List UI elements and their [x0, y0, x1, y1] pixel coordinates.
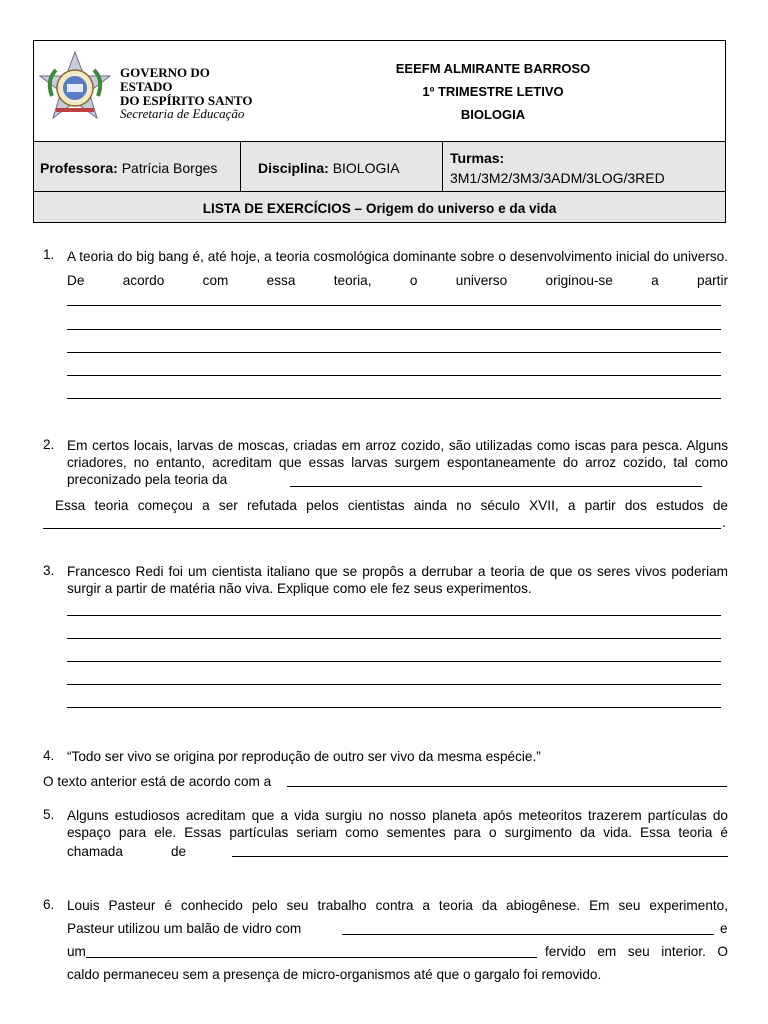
- q6-answer-blank-1[interactable]: [342, 934, 714, 935]
- q1-answer-line[interactable]: [67, 375, 721, 376]
- q4-answer-blank[interactable]: [287, 786, 727, 787]
- q2-text: Em certos locais, larvas de moscas, criadas em arroz cozido, são utilizadas como iscas para pesca. Alguns criadores, no entanto, acreditam que essas larvas surgem espontaneamente do arroz cozido, tal como preconizado pela teoria da: [67, 438, 728, 487]
- q6-line-2b: e: [720, 921, 728, 936]
- q1-answer-line[interactable]: [67, 352, 721, 353]
- term-label: 1º TRIMESTRE LETIVO: [422, 84, 564, 99]
- q3-answer-line[interactable]: [67, 615, 721, 616]
- q1-number: 1.: [43, 247, 55, 262]
- list-title: [33, 201, 726, 216]
- discipline-label: Disciplina:: [258, 160, 329, 176]
- q2-text-2: Essa teoria começou a ser refutada pelos cientistas ainda no século XVII, a partir dos estudos de: [55, 498, 728, 513]
- discipline-name: BIOLOGIA: [332, 160, 400, 176]
- q3-answer-line[interactable]: [67, 661, 721, 662]
- classes-label: Turmas:: [450, 150, 505, 166]
- q4-number: 4.: [43, 748, 55, 763]
- q6-line-3a: um: [67, 944, 86, 959]
- q6-number: 6.: [43, 897, 55, 912]
- classes-value: 3M1/3M2/3M3/3ADM/3LOG/3RED: [450, 170, 665, 186]
- school-name: EEEFM ALMIRANTE BARROSO: [395, 61, 591, 76]
- q4-text: “Todo ser vivo se origina por reprodução de outro ser vivo da mesma espécie.”: [67, 749, 541, 764]
- q3-answer-line[interactable]: [67, 638, 721, 639]
- q5-text: Alguns estudiosos acreditam que a vida surgiu no nosso planeta após meteoritos trazerem partículas do espaço para ele. Essas partículas seriam como sementes para o surgimento da vida. Essa teoria é: [67, 808, 728, 840]
- q3-answer-line[interactable]: [67, 684, 721, 685]
- q5-answer-blank[interactable]: [232, 856, 728, 857]
- q5-word-de: de: [171, 844, 187, 859]
- q5-number: 5.: [43, 807, 55, 822]
- q6-line-4: caldo permaneceu sem a presença de micro-organismos até que o gargalo foi removido.: [67, 967, 602, 982]
- q6-answer-blank-2[interactable]: [86, 957, 537, 958]
- q6-line-3b: fervido em seu interior. O: [545, 944, 728, 959]
- gov-line-2: ESTADO: [120, 79, 173, 94]
- q5-word-chamada: chamada: [67, 844, 123, 859]
- state-coat-of-arms-icon: [38, 50, 112, 122]
- q6-line-2a: Pasteur utilizou um balão de vidro com: [67, 921, 302, 936]
- list-title-b: – Origem do universo e da vida: [350, 201, 557, 216]
- list-title-a: LISTA DE EXERCÍCIOS: [202, 201, 351, 216]
- q4-text-2: O texto anterior está de acordo com a: [43, 774, 272, 789]
- q2-number: 2.: [43, 437, 55, 452]
- gov-line-1: GOVERNO DO: [120, 65, 210, 80]
- subject-label: BIOLOGIA: [460, 107, 526, 122]
- q3-text: Francesco Redi foi um cientista italiano que se propôs a derrubar a teoria de que os seres vivos poderiam surgir a partir de matéria não viva. Explique como ele fez seus experimentos.: [67, 564, 728, 596]
- q6-line-1: Louis Pasteur é conhecido pelo seu trabalho contra a teoria da abiogênese. Em seu experimento,: [67, 898, 728, 913]
- gov-line-3: DO ESPÍRITO SANTO: [120, 93, 253, 108]
- q2-end-period: .: [722, 515, 726, 530]
- q1-text: A teoria do big bang é, até hoje, a teoria cosmológica dominante sobre o desenvolvimento inicial do universo. De acordo com essa teoria, o universo originou-se a partir: [67, 249, 728, 288]
- q2-answer-blank-1[interactable]: [290, 486, 702, 487]
- gov-department: Secretaria de Educação: [120, 106, 245, 121]
- teacher-label: Professora:: [40, 160, 118, 176]
- q1-answer-line[interactable]: [67, 305, 721, 306]
- q1-answer-line[interactable]: [67, 329, 721, 330]
- q3-number: 3.: [43, 563, 55, 578]
- q2-answer-blank-2[interactable]: [43, 528, 721, 529]
- teacher-name: Patrícia Borges: [121, 160, 218, 176]
- q1-answer-line[interactable]: [67, 398, 721, 399]
- q3-answer-line[interactable]: [67, 707, 721, 708]
